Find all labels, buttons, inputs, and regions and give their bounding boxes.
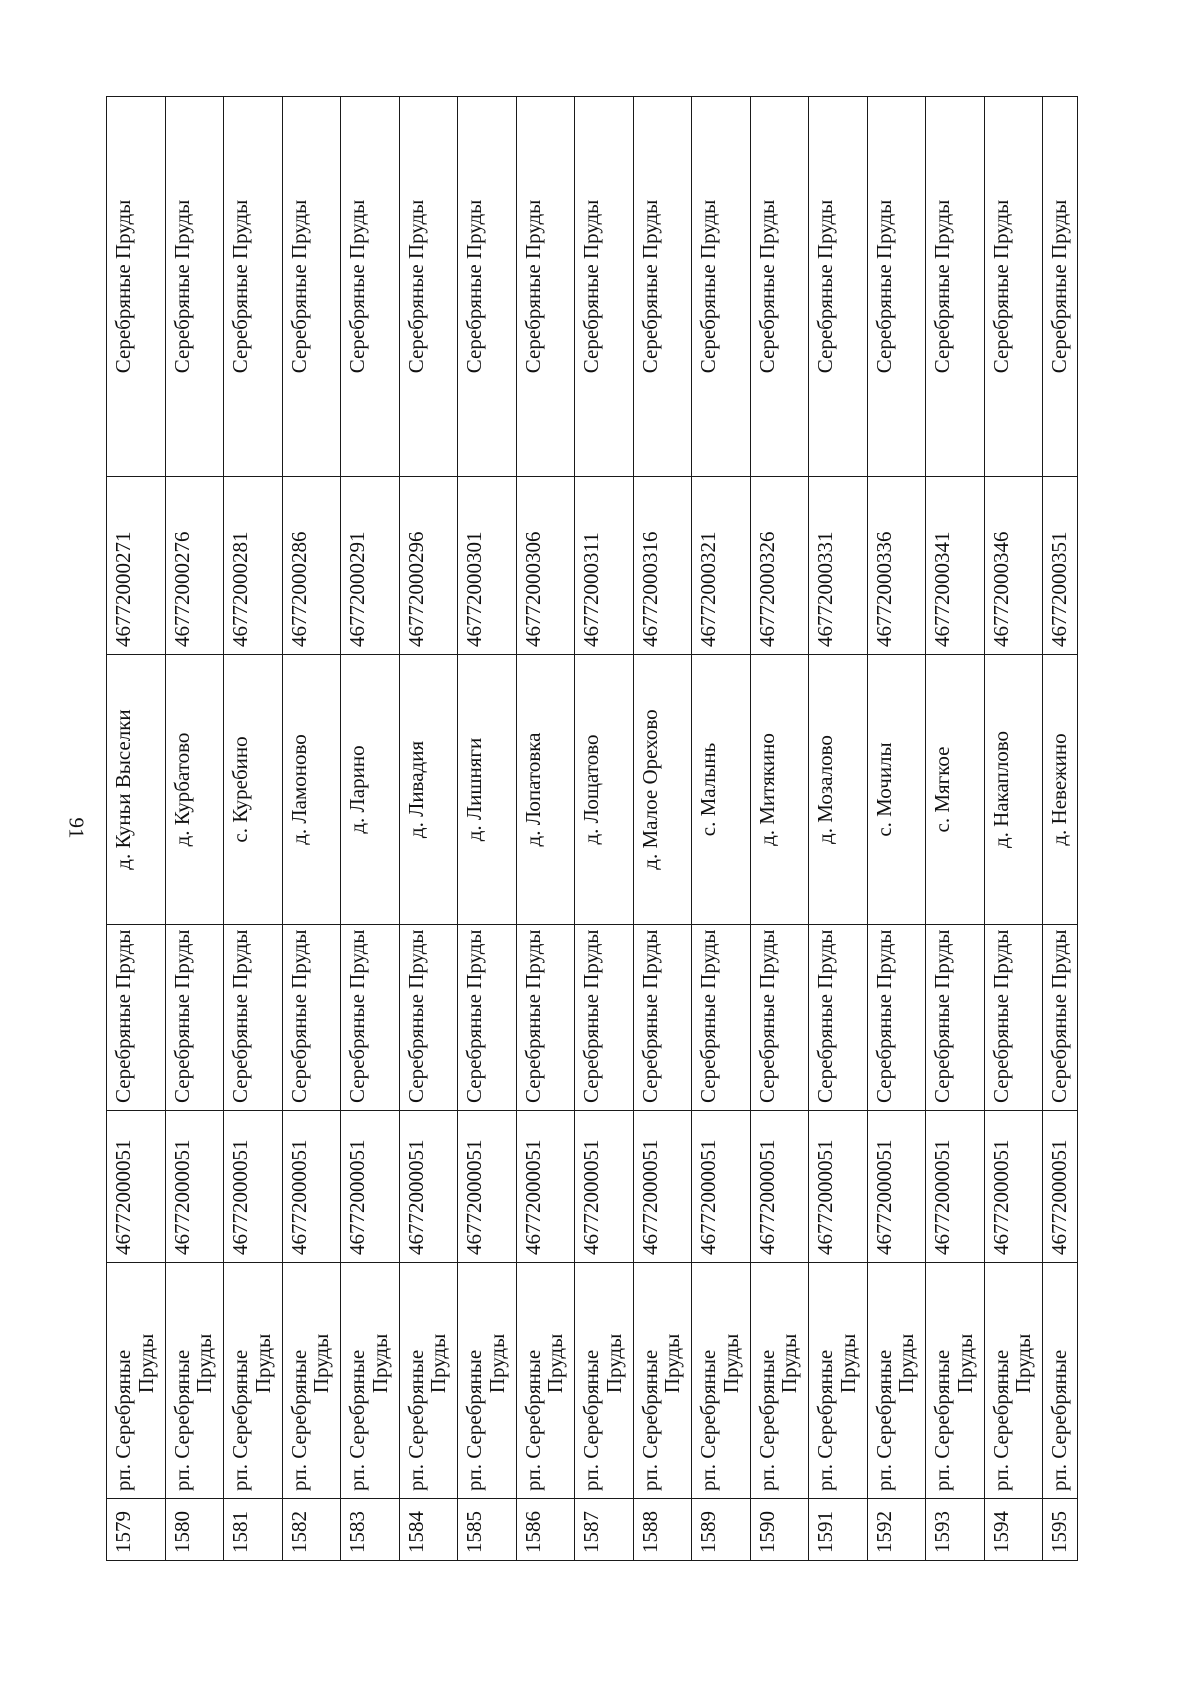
settlement-code: 46772000051 [813, 1139, 837, 1255]
settlement-type: рп. [813, 1464, 837, 1491]
municipality-name: Серебряные Пруды [579, 929, 603, 1103]
row-number: 1582 [286, 1511, 311, 1553]
settlement-type: рп. [1047, 1464, 1071, 1491]
settlement-code-cell [224, 1111, 283, 1263]
settlement-code: 46772000051 [930, 1139, 954, 1255]
table-row [809, 97, 868, 1561]
table-row [692, 97, 751, 1561]
settlement-name: Серебряные [930, 1349, 954, 1459]
row-number: 1588 [637, 1511, 662, 1553]
row-number-cell [224, 1499, 283, 1561]
settlement-code-cell [516, 1111, 575, 1263]
locality-name: д. Ларино [345, 745, 369, 834]
table-row [867, 97, 926, 1561]
settlement-code: 46772000051 [1047, 1139, 1071, 1255]
locality-code-cell [750, 477, 809, 655]
settlement-type: рп. [345, 1464, 369, 1491]
settlement-name: Серебряные [111, 1349, 135, 1459]
municipality-cell [516, 925, 575, 1111]
settlement-name-continued: Пруды [660, 1333, 685, 1394]
row-number-cell [633, 1499, 692, 1561]
municipality-name: Серебряные Пруды [462, 929, 486, 1103]
locality-municipality-cell [516, 97, 575, 477]
settlement-name: Серебряные [1047, 1349, 1071, 1459]
settlement-type: рп. [930, 1464, 954, 1491]
locality-municipality-cell [165, 97, 224, 477]
rotated-page-content [106, 97, 1078, 1561]
locality-cell [282, 655, 341, 925]
locality-name: д. Малое Орехово [637, 709, 662, 870]
locality-code-cell [867, 477, 926, 655]
municipality-name: Серебряные Пруды [228, 929, 252, 1103]
settlement-name: Серебряные [754, 1349, 779, 1459]
locality-municipality-cell [458, 97, 517, 477]
locality-cell [516, 655, 575, 925]
locality-name: с. Мягкое [930, 746, 954, 833]
locality-municipality-name: Серебряные Пруды [403, 199, 428, 374]
settlement-code: 46772000051 [111, 1139, 135, 1255]
row-number: 1594 [988, 1511, 1013, 1553]
municipality-cell [926, 925, 985, 1111]
settlement-name-continued: Пруды [133, 1333, 158, 1394]
locality-municipality-cell [750, 97, 809, 477]
settlement-code-cell [575, 1111, 634, 1263]
row-number-cell [867, 1499, 926, 1561]
table-row [165, 97, 224, 1561]
settlement-cell [224, 1263, 283, 1499]
locality-name: д. Мозалово [813, 735, 837, 844]
settlement-code: 46772000051 [228, 1139, 252, 1255]
locality-code: 46772000291 [345, 531, 369, 647]
settlement-cell [692, 1263, 751, 1499]
settlement-cell [458, 1263, 517, 1499]
locality-code: 46772000346 [988, 531, 1013, 647]
locality-name: д. Невежино [1047, 733, 1071, 846]
settlement-name: Серебряные [169, 1349, 194, 1459]
municipality-cell [399, 925, 458, 1111]
locality-municipality-cell [399, 97, 458, 477]
locality-name: с. Мочилы [871, 742, 896, 837]
row-number: 1584 [403, 1511, 428, 1553]
locality-municipality-name: Серебряные Пруды [228, 199, 252, 374]
locality-municipality-cell [341, 97, 400, 477]
settlement-name: Серебряные [871, 1349, 896, 1459]
locality-cell [692, 655, 751, 925]
settlement-name-continued: Пруды [601, 1333, 626, 1394]
locality-code-cell [516, 477, 575, 655]
row-number: 1595 [1047, 1511, 1071, 1553]
locality-cell [399, 655, 458, 925]
locality-code: 46772000336 [871, 531, 896, 647]
row-number: 1586 [520, 1511, 545, 1553]
municipality-name: Серебряные Пруды [696, 929, 720, 1103]
settlement-cell [516, 1263, 575, 1499]
municipality-name: Серебряные Пруды [813, 929, 837, 1103]
locality-name: д. Курбатово [169, 732, 194, 847]
row-number-cell [165, 1499, 224, 1561]
municipality-cell [633, 925, 692, 1111]
table-row [458, 97, 517, 1561]
table-row [399, 97, 458, 1561]
municipality-name: Серебряные Пруды [345, 929, 369, 1103]
row-number: 1585 [462, 1511, 486, 1553]
locality-municipality-cell [282, 97, 341, 477]
row-number: 1579 [111, 1511, 135, 1553]
settlement-code: 46772000051 [871, 1139, 896, 1255]
locality-code: 46772000341 [930, 531, 954, 647]
municipality-name: Серебряные Пруды [520, 929, 545, 1103]
locality-municipality-name: Серебряные Пруды [286, 199, 311, 374]
locality-name: д. Митякино [754, 733, 779, 846]
settlements-table [106, 96, 1078, 1561]
locality-name: с. Куребино [228, 736, 252, 843]
settlement-name-continued: Пруды [426, 1333, 451, 1394]
locality-code-cell [282, 477, 341, 655]
locality-code: 46772000351 [1047, 531, 1071, 647]
locality-cell [107, 655, 166, 925]
municipality-name: Серебряные Пруды [1047, 929, 1071, 1103]
locality-code: 46772000321 [696, 531, 720, 647]
locality-name: д. Лощатово [579, 734, 603, 845]
settlement-name-continued: Пруды [250, 1333, 275, 1394]
settlement-cell [107, 1263, 166, 1499]
locality-code: 46772000331 [813, 531, 837, 647]
locality-municipality-cell [867, 97, 926, 477]
settlement-type: рп. [579, 1464, 603, 1491]
row-number-cell [1043, 1499, 1078, 1561]
settlement-code-cell [926, 1111, 985, 1263]
locality-municipality-name: Серебряные Пруды [1047, 199, 1071, 374]
settlement-type: рп. [988, 1464, 1013, 1491]
table-row [107, 97, 166, 1561]
municipality-cell [458, 925, 517, 1111]
locality-municipality-name: Серебряные Пруды [169, 199, 194, 374]
settlement-name: Серебряные [696, 1349, 720, 1459]
locality-municipality-cell [692, 97, 751, 477]
settlement-type: рп. [871, 1464, 896, 1491]
table-row [633, 97, 692, 1561]
settlement-cell [926, 1263, 985, 1499]
row-number-cell [341, 1499, 400, 1561]
settlement-name: Серебряные [403, 1349, 428, 1459]
locality-code: 46772000286 [286, 531, 311, 647]
locality-code-cell [224, 477, 283, 655]
municipality-cell [575, 925, 634, 1111]
settlement-code-cell [633, 1111, 692, 1263]
settlement-type: рп. [228, 1464, 252, 1491]
municipality-cell [224, 925, 283, 1111]
locality-code-cell [399, 477, 458, 655]
municipality-name: Серебряные Пруды [286, 929, 311, 1103]
locality-cell [458, 655, 517, 925]
row-number-cell [575, 1499, 634, 1561]
settlement-name: Серебряные [579, 1349, 603, 1459]
locality-cell [926, 655, 985, 925]
row-number: 1580 [169, 1511, 194, 1553]
settlement-type: рп. [754, 1464, 779, 1491]
locality-cell [165, 655, 224, 925]
locality-cell [984, 655, 1043, 925]
settlement-cell [282, 1263, 341, 1499]
settlement-code-cell [165, 1111, 224, 1263]
locality-code-cell [809, 477, 868, 655]
locality-code-cell [926, 477, 985, 655]
locality-municipality-cell [926, 97, 985, 477]
locality-code-cell [984, 477, 1043, 655]
row-number: 1583 [345, 1511, 369, 1553]
settlement-cell [1043, 1263, 1078, 1499]
locality-municipality-cell [575, 97, 634, 477]
locality-municipality-name: Серебряные Пруды [637, 199, 662, 374]
municipality-name: Серебряные Пруды [930, 929, 954, 1103]
municipality-cell [984, 925, 1043, 1111]
locality-name: с. Малынь [696, 742, 720, 837]
municipality-name: Серебряные Пруды [754, 929, 779, 1103]
locality-name: д. Ливадия [403, 740, 428, 839]
municipality-name: Серебряные Пруды [871, 929, 896, 1103]
settlement-code-cell [867, 1111, 926, 1263]
locality-cell [809, 655, 868, 925]
settlement-name: Серебряные [345, 1349, 369, 1459]
settlement-name: Серебряные [286, 1349, 311, 1459]
settlement-type: рп. [520, 1464, 545, 1491]
settlement-code: 46772000051 [520, 1139, 545, 1255]
locality-municipality-cell [633, 97, 692, 477]
municipality-cell [1043, 925, 1078, 1111]
municipality-cell [692, 925, 751, 1111]
locality-municipality-name: Серебряные Пруды [871, 199, 896, 374]
locality-name: д. Накаплово [988, 730, 1013, 849]
municipality-name: Серебряные Пруды [169, 929, 194, 1103]
settlement-name-continued: Пруды [835, 1333, 860, 1394]
settlement-name-continued: Пруды [543, 1333, 568, 1394]
row-number: 1593 [930, 1511, 954, 1553]
locality-municipality-name: Серебряные Пруды [754, 199, 779, 374]
locality-municipality-cell [107, 97, 166, 477]
settlement-name-continued: Пруды [894, 1333, 919, 1394]
locality-municipality-cell [1043, 97, 1078, 477]
locality-code: 46772000326 [754, 531, 779, 647]
row-number-cell [458, 1499, 517, 1561]
settlement-name-continued: Пруды [367, 1333, 392, 1394]
table-row [984, 97, 1043, 1561]
row-number: 1589 [696, 1511, 720, 1553]
row-number-cell [107, 1499, 166, 1561]
locality-municipality-name: Серебряные Пруды [462, 199, 486, 374]
settlement-code-cell [341, 1111, 400, 1263]
table-row [516, 97, 575, 1561]
settlement-type: рп. [111, 1464, 135, 1491]
locality-municipality-name: Серебряные Пруды [111, 199, 135, 374]
table-row [224, 97, 283, 1561]
locality-cell [1043, 655, 1078, 925]
row-number: 1587 [579, 1511, 603, 1553]
settlement-code-cell [1043, 1111, 1078, 1263]
settlement-code: 46772000051 [988, 1139, 1013, 1255]
settlement-name: Серебряные [462, 1349, 486, 1459]
settlement-cell [867, 1263, 926, 1499]
municipality-name: Серебряные Пруды [403, 929, 428, 1103]
locality-code-cell [458, 477, 517, 655]
table-row [1043, 97, 1078, 1561]
locality-municipality-name: Серебряные Пруды [813, 199, 837, 374]
row-number-cell [984, 1499, 1043, 1561]
locality-name: д. Лопатовка [520, 732, 545, 847]
row-number-cell [809, 1499, 868, 1561]
settlement-code-cell [107, 1111, 166, 1263]
municipality-cell [809, 925, 868, 1111]
settlement-cell [633, 1263, 692, 1499]
locality-code: 46772000271 [111, 531, 135, 647]
locality-municipality-name: Серебряные Пруды [988, 199, 1013, 374]
settlement-code-cell [750, 1111, 809, 1263]
municipality-name: Серебряные Пруды [111, 929, 135, 1103]
settlement-type: рп. [462, 1464, 486, 1491]
row-number: 1581 [228, 1511, 252, 1553]
locality-code: 46772000316 [637, 531, 662, 647]
locality-cell [633, 655, 692, 925]
settlement-code: 46772000051 [345, 1139, 369, 1255]
settlement-code: 46772000051 [403, 1139, 428, 1255]
settlement-type: рп. [169, 1464, 194, 1491]
settlement-name-continued: Пруды [192, 1333, 217, 1394]
locality-municipality-name: Серебряные Пруды [696, 199, 720, 374]
locality-municipality-cell [809, 97, 868, 477]
locality-code-cell [633, 477, 692, 655]
settlement-code-cell [399, 1111, 458, 1263]
municipality-cell [867, 925, 926, 1111]
row-number: 1592 [871, 1511, 896, 1553]
row-number-cell [516, 1499, 575, 1561]
settlement-cell [750, 1263, 809, 1499]
locality-name: д. Ламоново [286, 734, 311, 845]
settlement-cell [341, 1263, 400, 1499]
locality-code: 46772000281 [228, 531, 252, 647]
settlement-name: Серебряные [988, 1349, 1013, 1459]
locality-code-cell [107, 477, 166, 655]
locality-cell [575, 655, 634, 925]
settlement-cell [165, 1263, 224, 1499]
locality-name: д. Лишняги [462, 737, 486, 842]
settlement-code: 46772000051 [462, 1139, 486, 1255]
locality-municipality-name: Серебряные Пруды [930, 199, 954, 374]
page-number: 91 [64, 817, 89, 839]
table-body [107, 97, 1078, 1561]
settlement-name-continued: Пруды [718, 1333, 743, 1394]
locality-code: 46772000301 [462, 531, 486, 647]
locality-name: д. Куньи Выселки [111, 709, 135, 870]
locality-municipality-name: Серебряные Пруды [520, 199, 545, 374]
municipality-cell [282, 925, 341, 1111]
settlement-cell [575, 1263, 634, 1499]
settlement-name-continued: Пруды [484, 1333, 509, 1394]
locality-code-cell [692, 477, 751, 655]
settlement-type: рп. [637, 1464, 662, 1491]
table-row [750, 97, 809, 1561]
locality-municipality-cell [224, 97, 283, 477]
settlement-code: 46772000051 [637, 1139, 662, 1255]
locality-code: 46772000276 [169, 531, 194, 647]
locality-code: 46772000311 [579, 532, 603, 647]
municipality-name: Серебряные Пруды [637, 929, 662, 1103]
table-row [926, 97, 985, 1561]
locality-code-cell [1043, 477, 1078, 655]
settlement-type: рп. [286, 1464, 311, 1491]
row-number-cell [692, 1499, 751, 1561]
settlement-code: 46772000051 [579, 1139, 603, 1255]
row-number: 1591 [813, 1511, 837, 1553]
municipality-cell [107, 925, 166, 1111]
row-number-cell [750, 1499, 809, 1561]
locality-municipality-cell [984, 97, 1043, 477]
settlement-type: рп. [696, 1464, 720, 1491]
settlement-name-continued: Пруды [952, 1333, 977, 1394]
locality-code-cell [165, 477, 224, 655]
table-row [282, 97, 341, 1561]
settlement-cell [399, 1263, 458, 1499]
locality-code: 46772000306 [520, 531, 545, 647]
settlement-code: 46772000051 [169, 1139, 194, 1255]
settlement-code-cell [984, 1111, 1043, 1263]
locality-code-cell [575, 477, 634, 655]
municipality-cell [165, 925, 224, 1111]
locality-code: 46772000296 [403, 531, 428, 647]
row-number-cell [399, 1499, 458, 1561]
settlement-code-cell [809, 1111, 868, 1263]
row-number: 1590 [754, 1511, 779, 1553]
settlement-cell [809, 1263, 868, 1499]
settlement-name-continued: Пруды [777, 1333, 802, 1394]
settlement-name: Серебряные [637, 1349, 662, 1459]
locality-cell [750, 655, 809, 925]
locality-code-cell [341, 477, 400, 655]
settlement-code: 46772000051 [754, 1139, 779, 1255]
row-number-cell [282, 1499, 341, 1561]
settlement-code: 46772000051 [696, 1139, 720, 1255]
municipality-name: Серебряные Пруды [988, 929, 1013, 1103]
locality-cell [341, 655, 400, 925]
locality-municipality-name: Серебряные Пруды [345, 199, 369, 374]
locality-cell [867, 655, 926, 925]
settlement-code-cell [458, 1111, 517, 1263]
settlement-code-cell [282, 1111, 341, 1263]
settlement-code: 46772000051 [286, 1139, 311, 1255]
settlement-name: Серебряные [520, 1349, 545, 1459]
settlement-cell [984, 1263, 1043, 1499]
locality-municipality-name: Серебряные Пруды [579, 199, 603, 374]
settlement-name-continued: Пруды [1011, 1333, 1036, 1394]
table-row [341, 97, 400, 1561]
settlement-code-cell [692, 1111, 751, 1263]
settlement-type: рп. [403, 1464, 428, 1491]
municipality-cell [750, 925, 809, 1111]
locality-cell [224, 655, 283, 925]
settlement-name: Серебряные [228, 1349, 252, 1459]
row-number-cell [926, 1499, 985, 1561]
settlement-name: Серебряные [813, 1349, 837, 1459]
table-row [575, 97, 634, 1561]
municipality-cell [341, 925, 400, 1111]
settlement-name-continued: Пруды [309, 1333, 334, 1394]
